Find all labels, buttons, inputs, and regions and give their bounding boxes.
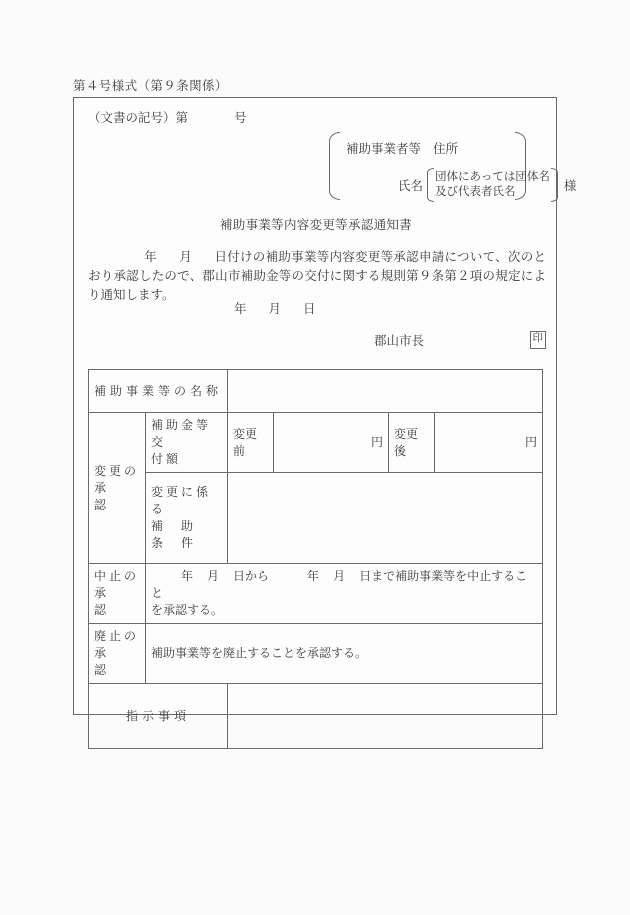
suspend-rest: 日まで補助事業等を中止すること bbox=[151, 569, 528, 600]
table-row-suspension bbox=[89, 564, 543, 624]
table-row-subsidy-amount bbox=[89, 413, 543, 473]
suspend-from: 日から bbox=[233, 569, 270, 583]
issue-date-day: 日 bbox=[303, 302, 316, 316]
document-frame bbox=[73, 97, 577, 723]
name-label: 氏名 bbox=[398, 179, 424, 193]
abolish-approval-text[interactable]: 補助事業等を廃止することを承認する。 bbox=[146, 624, 543, 684]
body-line-2: したので、郡山市補助金等の交付に関する規則第９条第２項の規定により通知します。 bbox=[88, 269, 546, 302]
suspend-month-2: 月 bbox=[333, 569, 346, 583]
instructions-value[interactable] bbox=[228, 684, 543, 749]
document-title: 補助事業等内容変更等承認通知書 bbox=[219, 218, 412, 232]
after-unit: 円 bbox=[525, 435, 538, 449]
document-number-line bbox=[88, 108, 247, 126]
addressee-name-line bbox=[398, 168, 576, 202]
body-year: 年 bbox=[144, 250, 158, 264]
signature-block bbox=[374, 331, 546, 349]
before-change-amount[interactable] bbox=[274, 413, 389, 473]
before-change-label: 変更前 bbox=[228, 413, 274, 473]
suspend-approval-text[interactable] bbox=[146, 564, 543, 624]
body-month: 月 bbox=[179, 250, 193, 264]
table-row-instructions bbox=[89, 684, 543, 749]
org-note-line-2: 及び代表者氏名 bbox=[435, 186, 516, 198]
suspend-month-1: 月 bbox=[207, 569, 220, 583]
table-row-change-conditions bbox=[89, 473, 543, 564]
form-number-caption: 第４号様式（第９条関係） bbox=[73, 79, 228, 93]
body-line-1-rest: 日付けの補助事業等内容変更等承認申請について、次のとおり承認 bbox=[88, 250, 546, 283]
suspend-year-2: 年 bbox=[307, 569, 320, 583]
organization-note-bracket bbox=[426, 168, 559, 202]
issue-date-line bbox=[234, 299, 316, 317]
before-unit: 円 bbox=[371, 435, 384, 449]
suspend-approval-label: 中止の 承 認 bbox=[89, 564, 146, 624]
issue-date-year: 年 bbox=[234, 302, 247, 316]
suspend-line-2: を承認する。 bbox=[151, 603, 224, 617]
table-row-project-name bbox=[89, 370, 543, 413]
addressee-block bbox=[250, 130, 577, 202]
change-condition-value[interactable] bbox=[228, 473, 543, 564]
addressee-address-line bbox=[346, 139, 458, 157]
subsidy-amount-label: 補助金等交 付額 bbox=[146, 413, 228, 473]
table-row-abolition bbox=[89, 624, 543, 684]
project-name-label: 補助事業等の名称 bbox=[89, 370, 228, 413]
org-note-line-1: 団体にあっては団体名 bbox=[435, 171, 550, 183]
issuer-name: 郡山市長 bbox=[374, 334, 425, 348]
change-approval-label: 変更の 承 認 bbox=[89, 413, 146, 564]
outer-bracket-left-icon bbox=[326, 130, 340, 202]
honorific-label: 様 bbox=[563, 179, 577, 193]
after-change-label: 変更後 bbox=[389, 413, 435, 473]
body-paragraph bbox=[88, 248, 546, 305]
project-name-value[interactable] bbox=[228, 370, 543, 413]
abolish-approval-label: 廃止の 承 認 bbox=[89, 624, 146, 684]
recipient-label: 補助事業者等 bbox=[346, 142, 422, 156]
change-condition-label: 変更に係る 補 助 条 件 bbox=[146, 473, 228, 564]
address-label: 住所 bbox=[433, 142, 459, 156]
approval-table bbox=[88, 369, 543, 749]
seal-mark-icon: 印 bbox=[530, 331, 547, 349]
suspend-year-1: 年 bbox=[181, 569, 194, 583]
document-number-prefix: （文書の記号）第 bbox=[88, 111, 189, 125]
document-number-suffix: 号 bbox=[234, 111, 247, 125]
instructions-label: 指示事項 bbox=[89, 684, 228, 749]
issue-date-month: 月 bbox=[268, 302, 282, 316]
after-change-amount[interactable] bbox=[435, 413, 543, 473]
